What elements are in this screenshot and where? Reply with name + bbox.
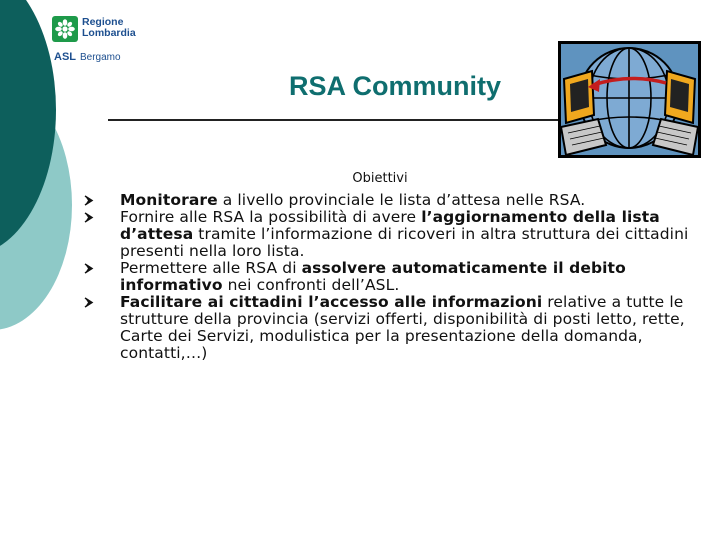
page-title: RSA Community: [288, 71, 501, 101]
objective-item: [84, 294, 694, 362]
section-subtitle: Obiettivi: [352, 171, 408, 186]
objective-text: tramite l’informazione di ricoveri in altra struttura dei cittadini presenti nella loro lista.: [120, 225, 689, 260]
objective-bold-text: Monitorare: [120, 191, 218, 209]
objective-text: Permettere alle RSA di: [120, 259, 302, 277]
objective-bold-text: assolvere automaticamente il debito informativo: [120, 259, 626, 294]
arrow-bullet-icon: [84, 195, 94, 206]
lombardia-rose-icon: [52, 16, 78, 42]
objective-text: a livello provinciale le lista d’attesa nelle RSA.: [217, 191, 586, 209]
objectives-list: [84, 192, 694, 362]
arrow-bullet-icon: [84, 263, 94, 274]
logo-asl: [54, 51, 121, 63]
logo-asl-label: ASL: [54, 51, 76, 63]
logo-line-1: Regione: [82, 16, 124, 28]
objective-text: nei confronti dell’ASL.: [222, 276, 400, 294]
objective-text: Fornire alle RSA la possibilità di avere: [120, 208, 422, 226]
arrow-bullet-icon: [84, 297, 94, 308]
arrow-bullet-icon: [84, 212, 94, 223]
logo-region-name: [82, 17, 136, 39]
logo-city: Bergamo: [80, 52, 121, 63]
title-divider: [108, 119, 562, 121]
computer-network-clipart: [558, 41, 701, 158]
objective-item: [84, 209, 694, 260]
logo-line-2: Lombardia: [82, 27, 136, 39]
objective-item: [84, 260, 694, 294]
objective-item: [84, 192, 694, 209]
regione-lombardia-asl-logo: [52, 16, 162, 66]
objective-bold-text: l’aggiornamento della lista d’attesa: [120, 208, 660, 243]
objective-text: relative a tutte le strutture della provincia (servizi offerti, disponibilità di posti letto, rette, Carte dei Servizi, modulistica per la presentazione della domanda, contatti,…): [120, 293, 685, 362]
objective-bold-text: Facilitare ai cittadini l’accesso alle informazioni: [120, 293, 543, 311]
